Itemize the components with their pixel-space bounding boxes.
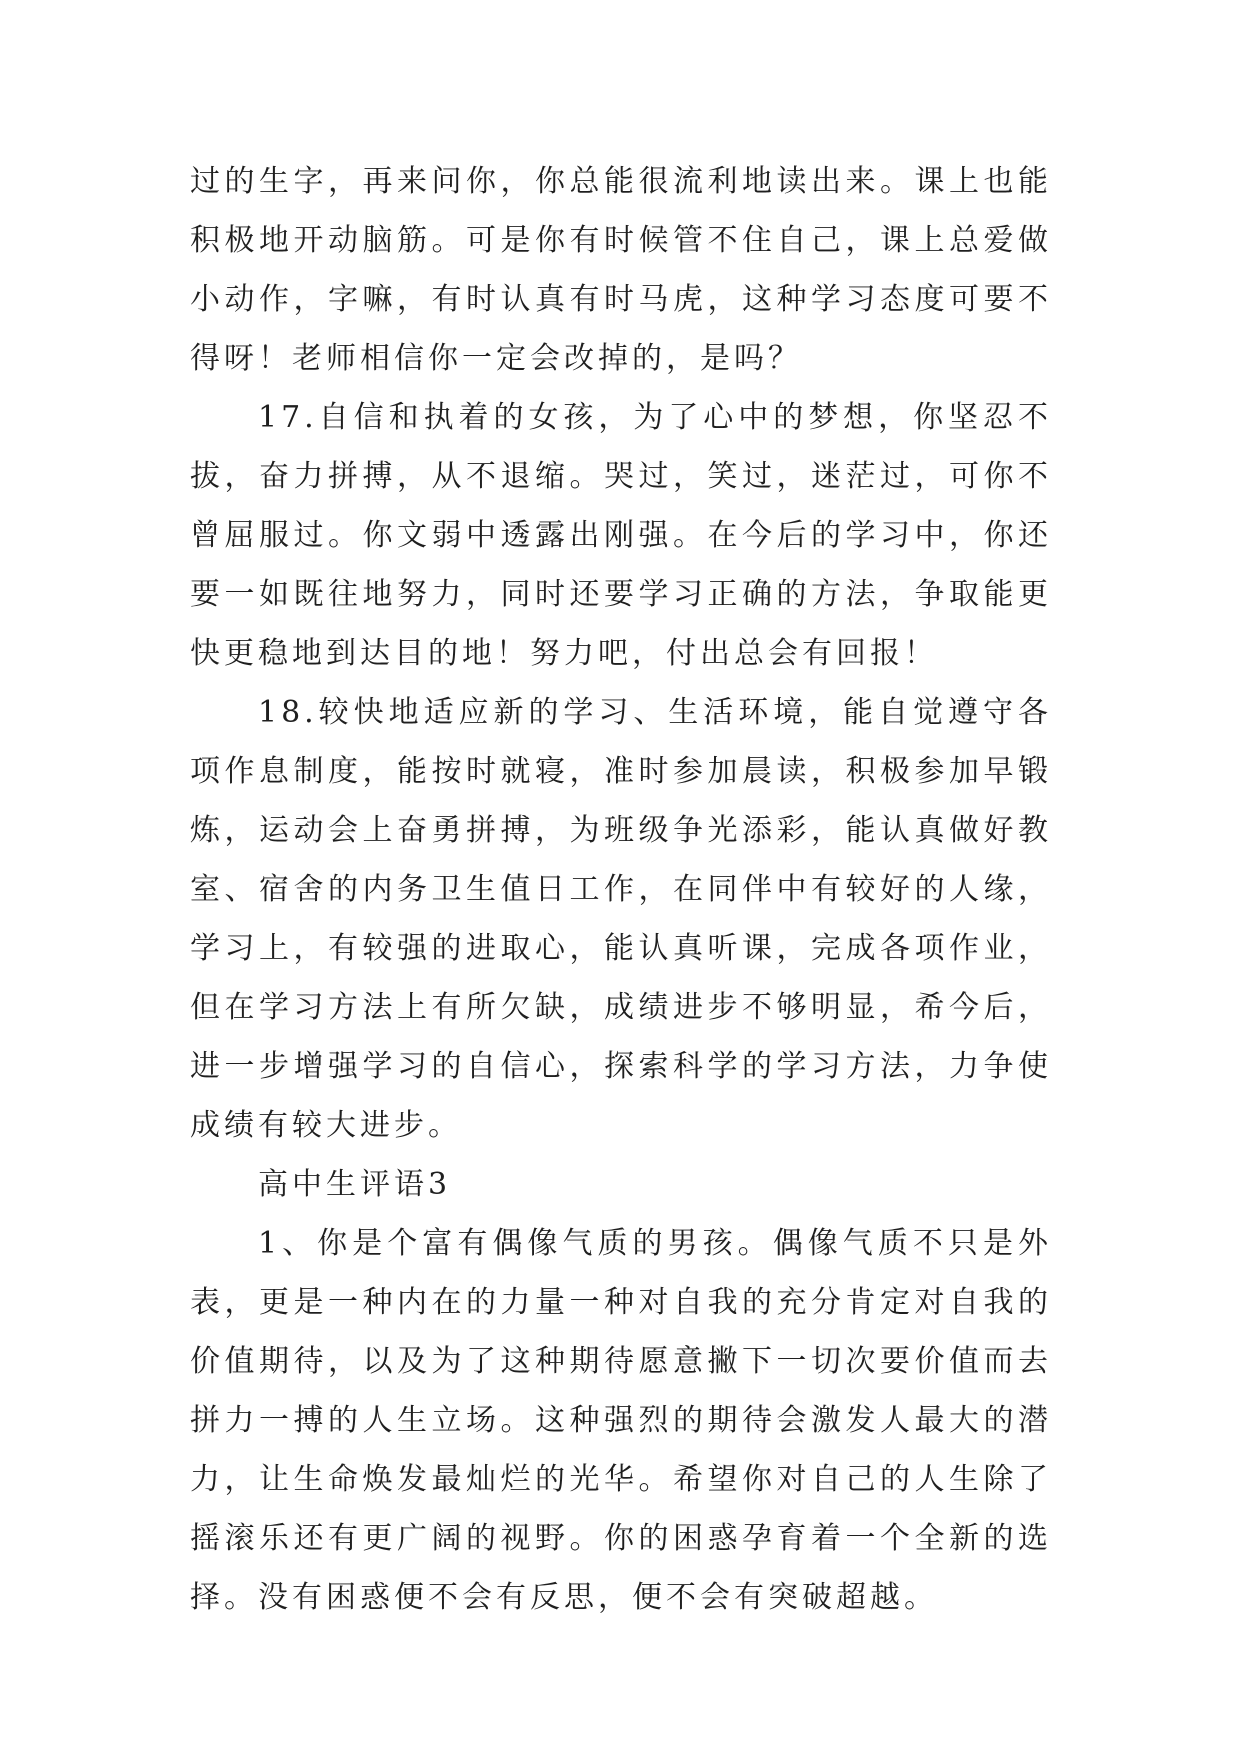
paragraph-continued: 过的生字，再来问你，你总能很流利地读出来。课上也能积极地开动脑筋。可是你有时候管不住自己，课上总爱做小动作，字嘛，有时认真有时马虎，这种学习态度可要不得呀！老师相信你一定会改掉的，是吗？ bbox=[190, 164, 1052, 376]
document-body bbox=[190, 152, 1052, 1627]
paragraph-1: 1、你是个富有偶像气质的男孩。偶像气质不只是外表，更是一种内在的力量一种对自我的充分肯定对自我的价值期待，以及为了这种期待愿意撇下一切次要价值而去拼力一搏的人生立场。这种强烈的期待会激发人最大的潜力，让生命焕发最灿烂的光华。希望你对自己的人生除了摇滚乐还有更广阔的视野。你的困惑孕育着一个全新的选择。没有困惑便不会有反思，便不会有突破超越。 bbox=[190, 1226, 1052, 1615]
paragraph-17: 17.自信和执着的女孩，为了心中的梦想，你坚忍不拔，奋力拼搏，从不退缩。哭过，笑过，迷茫过，可你不曾屈服过。你文弱中透露出刚强。在今后的学习中，你还要一如既往地努力，同时还要学习正确的方法，争取能更快更稳地到达目的地！努力吧，付出总会有回报！ bbox=[190, 400, 1052, 671]
paragraph-18: 18.较快地适应新的学习、生活环境，能自觉遵守各项作息制度，能按时就寝，准时参加晨读，积极参加早锻炼，运动会上奋勇拼搏，为班级争光添彩，能认真做好教室、宿舍的内务卫生值日工作，在同伴中有较好的人缘，学习上，有较强的进取心，能认真听课，完成各项作业，但在学习方法上有所欠缺，成绩进步不够明显，希今后，进一步增强学习的自信心，探索科学的学习方法，力争使成绩有较大进步。 bbox=[190, 695, 1052, 1143]
section-heading: 高中生评语3 bbox=[258, 1167, 452, 1202]
